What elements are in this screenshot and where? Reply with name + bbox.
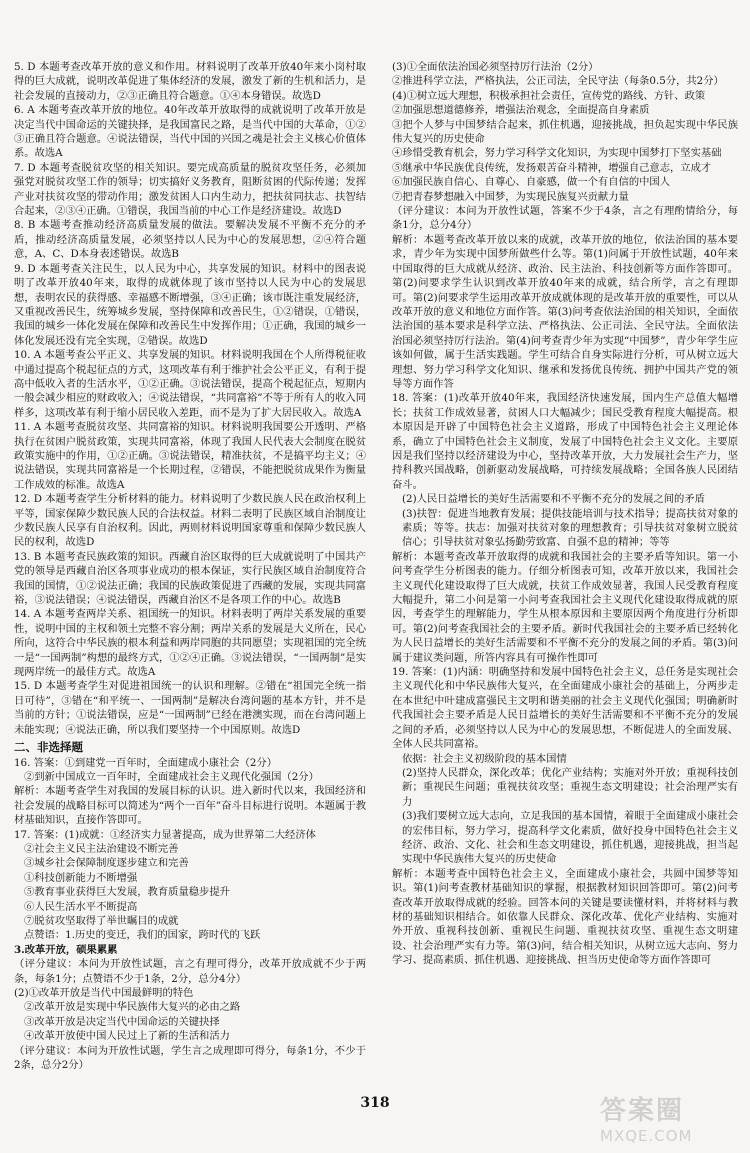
page-number: 318	[360, 1095, 390, 1111]
answer-item: 13. B 本题考查民族政策的知识。西藏自治区取得的巨大成就说明了中国共产党的领导是西藏自治区各项事业成功的根本保证，实行民族区域自治制度符合我国的国情，①②说法正确；我国的民族政策促进了西藏的发展，实现共同富裕，③说法错误；④说法错误，西藏自治区不是各项工作的中心。故选B	[14, 550, 366, 607]
answer-line: (2)坚持人民群众，深化改革；优化产业结构；实施对外开放；重视科技创新；重视民生问题；重视扶贫攻坚；重视生态文明建设；社会治理严实有力	[402, 766, 738, 808]
answer-line: 18. 答案：(1)改革开放40年来，我国经济快速发展，国内生产总值大幅增长；扶贫工作成效显著，贫困人口大幅减少；国民受教育程度大幅提高。根本原因是开辟了中国特色社会主义道路，形成了中国特色社会主义理论体系，确立了中国特色社会主义制度，发展了中国特色社会主义文化。主要原因是我们坚持以经济建设为中心，坚持改革开放，大力发展社会生产力，坚持科教兴国战略，创新驱动发展战略，可持续发展战略；全国各族人民团结奋斗。	[392, 392, 738, 491]
answer-line: (3)①全面依法治国必须坚持厉行法治（2分）	[392, 61, 599, 73]
left-column	[14, 60, 366, 1072]
answer-line: 点赞语：1.历史的变迁，我们的国家，跨时代的飞跃	[24, 929, 261, 942]
question-17-answer	[14, 828, 366, 1073]
question-19-answer	[392, 665, 738, 968]
answer-line: ⑦把青春梦想融入中国梦，为实现民族复兴贡献力量	[392, 190, 629, 203]
answer-line: ③城乡社会保障制度逐步建立和完善	[24, 857, 189, 870]
question-16-answer	[14, 756, 366, 828]
watermark-logo	[600, 1090, 740, 1145]
answer-item: 5. D 本题考查改革开放的意义和作用。材料说明了改革开放40年来小岗村取得的巨大成就，说明改革促进了集体经济的发展，激发了新的生机和活力，是社会发展的直接动力，②③正确且符合题意。①④本身错误。故选D	[14, 61, 366, 102]
answer-line: ⑦脱贫攻坚取得了举世瞩目的成就	[24, 914, 179, 927]
section-title: 二、非选择题	[14, 740, 83, 755]
answer-item: 7. D 本题考查脱贫攻坚的相关知识。要完成高质量的脱贫攻坚任务，必须加强党对脱贫攻坚工作的领导；切实搞好义务教育，阻断贫困的代际传递；发挥产业对扶贫攻坚的带动作用；激发贫困人口内生动力，把扶贫同扶志、扶智结合起来，②③④正确。①错误，我国当前的中心工作是经济建设。故选D	[14, 161, 366, 218]
answer-line: ⑤继承中华民族优良传统，发扬艰苦奋斗精神，增强自己意志，立成才	[392, 161, 712, 174]
answer-line: (2)人民日益增长的美好生活需要和不平衡不充分的发展之间的矛盾	[402, 493, 705, 506]
answer-line: （评分建议：本问为开放性试题，学生言之成理即可得分，每条1分，不少于2条，总分2分）	[14, 1044, 366, 1072]
answer-item: 14. A 本题考查两岸关系、祖国统一的知识。材料表明了两岸关系发展的重要性，说明中国的主权和领土完整不容分割；两岸关系的发展是大义所在，民心所向，这符合中华民族的根本利益和两岸同胞的共同愿望；实现祖国的完全统一是“一国两制”构想的最终方式，①②④正确。③说法错误，“一国两制”是实现两岸统一的最佳方式。故选A	[14, 608, 366, 679]
right-column	[392, 60, 738, 968]
answer-line: ③把个人梦与中国梦结合起来，抓住机遇，迎接挑战，担负起实现中华民族伟大复兴的历史使命	[392, 118, 738, 146]
answer-line: （评分建议：本问为开放性试题，答案不少于4条，言之有理酌情给分，每条1分，总分4分）	[392, 205, 738, 232]
answer-line: 解析：本题考查改革开放以来的成就，改革开放的地位，依法治国的基本要求，青少年为实现中国梦所做些什么等。第(1)问属于开放性试题，40年来中国取得的巨大成就从经济、政治、民主法治、科技创新等方面作答即可。第(2)问要求学生认识到改革开放40年来的成就，结合所学，言之有理即可。第(2)问要求学生运用改革开放成就体现的是改革开放的重要性，可以从改革开放的意义和地位方面作答。第(3)问考查依法治国的相关知识，全面依法治国的基本要求是科学立法、严格执法、公正司法、全民守法。全面依法治国必须坚持厉行法治。第(4)问考查青少年为实现“中国梦”，青少年学生应该如何做，属于生活实践题。学生可结合自身实际进行分析，可从树立远大理想、努力学习科学文化知识、继承和发扬优良传统、拥护中国共产党的领导等方面作答	[392, 233, 738, 390]
question-18-answer	[392, 391, 738, 665]
answer-line: ②到新中国成立一百年时，全面建成社会主义现代化强国（2分）	[24, 770, 319, 783]
answer-line: ②社会主义民主法治建设不断完善	[24, 842, 179, 855]
answer-line: ②改革开放是实现中华民族伟大复兴的必由之路	[24, 1001, 241, 1014]
watermark-en: MXQE.COM	[600, 1127, 693, 1145]
answer-item: 9. D 本题考查关注民生，以人民为中心，共享发展的知识。材料中的图表说明了改革开放40年来，取得的成就体现了该市坚持以人民为中心的发展思想，表明农民的获得感、幸福感不断增强，③④正确；该市既注重发展经济，又重视改善民生，统筹城乡发展，坚持保障和改善民生，①②错误，①错误，我国的城乡一体化发展在保障和改善民生中发挥作用；①正确，我国的城乡一体化发展还没有完全实现，②错误。故选D	[14, 262, 366, 347]
answer-line: 解析：本题考查学生对我国的发展目标的认识。进入新时代以来，我国经济和社会发展的战略目标可以简述为“两个一百年”奋斗目标进行说明。本题属于教材基础知识，直接作答即可。	[14, 785, 366, 827]
answer-item: 10. A 本题考查公平正义、共享发展的知识。材料说明我国在个人所得税征收中通过提高个税起征点的方式，这项改革有利于维护社会公平正义，有利于提高中低收入者的生活水平，①②正确。③说法错误，提高个税起征点，短期内一般会减少相应的财政收入；④说法错误，“共同富裕”不等于所有人的收入同样多，这项改革有利于缩小居民收入差距，而不是为了扩大居民收入。故选A	[14, 349, 366, 419]
answer-item: 8. B 本题考查推动经济高质量发展的做法。要解决发展不平衡不充分的矛盾，推动经济高质量发展，必须坚持以人民为中心的发展思想，②④符合题意，A、C、D本身表述错误。故选B	[14, 219, 366, 261]
answer-line: ③改革开放是决定当代中国命运的关键抉择	[24, 1015, 220, 1028]
answer-line: ⑤教育事业获得巨大发展，教育质量稳步提升	[24, 886, 230, 899]
answer-line: 3.改革开放，硕果累累	[14, 943, 118, 956]
answer-line: ⑥人民生活水平不断提高	[24, 900, 138, 913]
question-17-answer-continued	[392, 60, 738, 391]
answer-line: ①科技创新能力不断增强	[24, 871, 138, 884]
answer-line: (3)我们要树立远大志向，立足我国的基本国情，着眼于全面建成小康社会的宏伟目标，努力学习，提高科学文化素质，做好投身中国特色社会主义经济、政治、文化、社会和生态文明建设，抓住机遇，迎接挑战，担当起实现中华民族伟大复兴的历史使命	[402, 810, 738, 866]
answer-line: 依据：社会主义初级阶段的基本国情	[402, 752, 567, 765]
answer-line: 解析：本题考查中国特色社会主义，全面建成小康社会，共圆中国梦等知识。第(1)问考查教材基础知识的掌握，根据教材知识回答即可。第(2)问考查改革开放取得成就的经验。回答本问的关键是要读懂材料，并将材料与教材的基础知识相结合。如依靠人民群众、深化改革、优化产业结构、实施对外开放、重视科技创新、重视民生问题、重视扶贫攻坚、重视生态文明建设、社会治理严实有力等。第(3)问，结合相关知识，从树立远大志向、努力学习、提高素质、抓住机遇、迎接挑战、担当历史使命等方面作答即可	[392, 867, 738, 967]
answer-line: 解析：本题考查改革开放取得的成就和我国社会的主要矛盾等知识。第一小问考查学生分析图表的能力。仔细分析图表可知，改革开放以来，我国社会主义现代化建设取得了巨大成就，扶贫工作成效显著，我国人民受教育程度大幅提升，第二小问是第一小问考查我国社会主义现代化建设取得成就的原因，考查学生的理解能力，学生从根本原因和主要原因两个角度进行分析即可。第(2)问考查我国社会的主要矛盾。新时代我国社会的主要矛盾已经转化为人民日益增长的美好生活需要和不平衡不充分的发展之间的矛盾。第(3)问属于建议类问题，所答内容具有可操作性即可	[392, 550, 738, 664]
answer-line: ④珍惜受教育机会，努力学习科学文化知识，为实现中国梦打下坚实基础	[392, 147, 722, 160]
answer-item: 12. D 本题考查学生分析材料的能力。材料说明了少数民族人民在政治权利上平等，国家保障少数民族人民的合法权益。材料二表明了民族区域自治制度让少数民族人民享有自治权利。因此，两则材料说明国家尊重和保障少数民族人民的权利，故选D	[14, 493, 366, 549]
answer-line: （评分建议：本问为开放性试题，言之有理可得分，改革开放成就不少于两条，每条1分；点赞语不少于1条，2分，总分4分）	[14, 958, 366, 985]
answer-line: 16. 答案：①到建党一百年时，全面建成小康社会（2分）	[14, 756, 278, 769]
answer-line: 19. 答案：(1)内涵：明确坚持和发展中国特色社会主义，总任务是实现社会主义现代化和中华民族伟大复兴，在全面建成小康社会的基础上，分两步走在本世纪中叶建成富强民主文明和谐美丽的社会主义现代化强国；明确新时代我国社会主要矛盾是人民日益增长的美好生活需要和不平衡不充分的发展之间的矛盾，必须坚持以人民为中心的发展思想，不断促进人的全面发展、全体人民共同富裕。	[392, 666, 738, 751]
answer-line: 17. 答案：(1)成就：①经济实力显著提高，成为世界第二大经济体	[14, 828, 316, 841]
watermark-cn: 答案圈	[600, 1096, 685, 1126]
answer-line: ②推进科学立法，严格执法，公正司法，全民守法（每条0.5分，共2分）	[392, 75, 724, 88]
multiple-choice-answers	[14, 60, 366, 737]
answer-line: ④改革开放使中国人民过上了新的生活和活力	[24, 1030, 230, 1043]
answer-item: 6. A 本题考查改革开放的地位。40年改革开放取得的成就说明了改革开放是决定当代中国命运的关键抉择，是我国富民之路，是当代中国的大革命，①②③正确且符合题意。④说法错误，当代中国的兴国之魂是社会主义核心价值体系。故选A	[14, 104, 366, 160]
answer-line: ⑥加强民族自信心、自尊心、自豪感，做一个有自信的中国人	[392, 176, 671, 189]
answer-line: (4)①树立远大理想，积极承担社会责任，宣传党的路线、方针、政策	[392, 89, 706, 102]
answer-item: 15. D 本题考查学生对促进祖国统一的认识和理解。②错在“祖国完全统一指日可待”，③错在“和平统一、一国两制”是解决台湾问题的基本方针，并不是当前的方针；①说法错误，应是“一国两制”已经在港澳实现，而在台湾问题上未能实现；④说法正确，所以我们要坚持一个中国原则。故选D	[14, 680, 366, 736]
answer-item: 11. A 本题考查脱贫攻坚、共同富裕的知识。材料说明我国要公开透明、严格执行在贫困户脱贫政策，实现共同富裕，体现了我国人民代表大会制度在脱贫政策实施中的作用，①②正确。③说法错误，精准扶贫，不是搞平均主义；④说法错误，实现共同富裕是一个长期过程，②错误，不能把脱贫成果作为衡量工作成效的标准。故选A	[14, 421, 366, 491]
answer-line: ②加强思想道德修养，增强法治观念，全面提高自身素质	[392, 104, 650, 117]
answer-line: (3)扶智：促进当地教育发展；提供技能培训与技术指导；提高扶贫对象的素质；等等。扶志：加强对扶贫对象的理想教育；引导扶贫对象树立脱贫信心；引导扶贫对象弘扬勤劳致富、自强不息的精神；等等	[402, 507, 738, 549]
answer-line: (2)①改革开放是当代中国最鲜明的特色	[14, 987, 194, 999]
